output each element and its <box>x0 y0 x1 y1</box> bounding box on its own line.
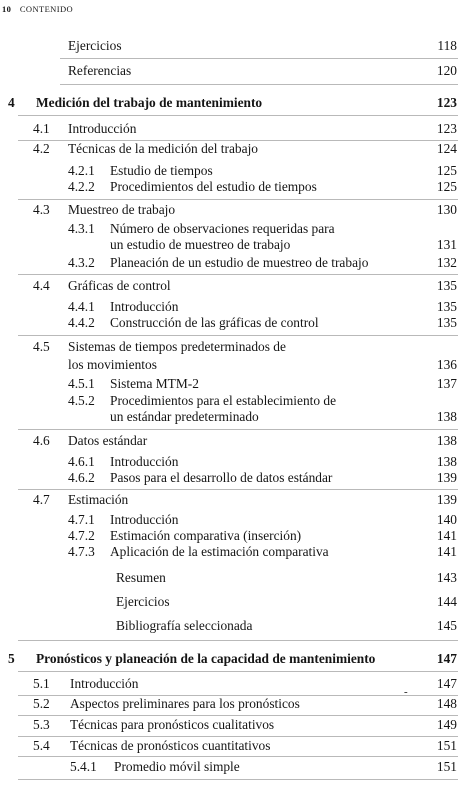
toc-title-line2: un estudio de muestreo de trabajo <box>110 237 291 252</box>
toc-title: Introducción <box>68 121 137 136</box>
toc-page: 147 <box>436 651 457 666</box>
toc-page: 140 <box>436 512 457 527</box>
toc-section-5-2 <box>0 695 469 713</box>
toc-subsection-4-7-3 <box>0 543 469 561</box>
toc-title: Referencias <box>68 63 132 78</box>
toc-entry-resumen <box>0 569 469 587</box>
header-page-number: 10 <box>2 4 12 14</box>
toc-number: 4.4.2 <box>68 315 95 330</box>
toc-page: 143 <box>436 570 457 585</box>
toc-number: 4.7.3 <box>68 544 95 559</box>
toc-title: Datos estándar <box>68 433 148 448</box>
toc-chapter-4 <box>0 94 469 112</box>
toc-page: 141 <box>436 544 457 559</box>
toc-title: Resumen <box>116 570 166 585</box>
toc-title: Número de observaciones requeridas para <box>110 221 335 236</box>
toc-section-4-1 <box>0 120 469 138</box>
toc-page: 138 <box>436 433 457 448</box>
toc-page: 145 <box>436 618 457 633</box>
toc-title: Aspectos preliminares para los pronósticos <box>70 696 300 711</box>
toc-number: 4 <box>8 95 15 110</box>
toc-page: 130 <box>436 202 457 217</box>
toc-subsection-4-6-2 <box>0 469 469 487</box>
toc-number: 4.3 <box>33 202 50 217</box>
divider <box>18 671 458 672</box>
toc-page: 118 <box>437 38 457 53</box>
toc-number: 5.2 <box>33 696 50 711</box>
toc-chapter-5 <box>0 650 469 668</box>
toc-section-5-1 <box>0 675 469 693</box>
divider <box>18 335 458 336</box>
toc-title: Sistemas de tiempos predeterminados de <box>68 339 286 354</box>
toc-section-5-4 <box>0 737 469 755</box>
toc-number: 4.2.2 <box>68 179 95 194</box>
toc-entry-ejercicios-2 <box>0 593 469 611</box>
toc-number: 4.5.1 <box>68 376 95 391</box>
toc-title: Estimación <box>68 492 129 507</box>
toc-subsection-4-4-2 <box>0 314 469 332</box>
toc-page: 148 <box>436 696 457 711</box>
toc-number: 4.3.1 <box>68 221 95 236</box>
toc-title-line2: un estándar predeterminado <box>110 409 259 424</box>
toc-title: Técnicas de la medición del trabajo <box>68 141 258 156</box>
toc-entry-ejercicios <box>0 37 469 55</box>
divider <box>18 756 458 757</box>
toc-page: 132 <box>436 255 457 270</box>
toc-title: Construcción de las gráficas de control <box>110 315 319 330</box>
divider <box>18 489 458 490</box>
toc-entry-bibliografia <box>0 617 469 635</box>
toc-section-4-3 <box>0 201 469 219</box>
toc-subsection-4-5-2-cont <box>0 408 469 426</box>
toc-section-4-2 <box>0 140 469 158</box>
toc-number: 5.4 <box>33 738 50 753</box>
toc-number: 4.7.1 <box>68 512 95 527</box>
toc-subsection-4-5-1 <box>0 375 469 393</box>
toc-title: Introducción <box>110 512 179 527</box>
toc-subsection-5-4-1 <box>0 758 469 776</box>
toc-page: 123 <box>436 95 457 110</box>
toc-title: Sistema MTM-2 <box>110 376 199 391</box>
toc-title: Introducción <box>70 676 139 691</box>
divider <box>60 84 458 85</box>
toc-section-4-5-cont <box>0 356 469 374</box>
toc-page: 147 <box>436 676 457 691</box>
toc-number: 5.3 <box>33 717 50 732</box>
toc-page: 131 <box>436 237 457 252</box>
toc-page: 125 <box>436 179 457 194</box>
toc-subsection-4-3-2 <box>0 254 469 272</box>
speck-mark: - <box>404 686 408 698</box>
toc-page: 138 <box>436 409 457 424</box>
toc-page: 151 <box>436 738 457 753</box>
toc-page: 141 <box>436 528 457 543</box>
toc-title: Bibliografía seleccionada <box>116 618 253 633</box>
toc-title: Estimación comparativa (inserción) <box>110 528 302 543</box>
toc-subsection-4-2-2 <box>0 178 469 196</box>
toc-number: 5 <box>8 651 15 666</box>
toc-section-4-4 <box>0 277 469 295</box>
toc-page: 120 <box>436 63 457 78</box>
toc-section-5-3 <box>0 716 469 734</box>
toc-title: Pronósticos y planeación de la capacidad de mantenimiento <box>36 651 376 666</box>
divider <box>18 115 458 116</box>
toc-section-4-7 <box>0 491 469 509</box>
toc-title: Estudio de tiempos <box>110 163 213 178</box>
toc-title: Promedio móvil simple <box>114 759 240 774</box>
toc-title: Planeación de un estudio de muestreo de trabajo <box>110 255 369 270</box>
toc-title: Ejercicios <box>68 38 122 53</box>
toc-number: 4.2 <box>33 141 50 156</box>
toc-number: 4.5.2 <box>68 393 95 408</box>
toc-number: 4.1 <box>33 121 50 136</box>
toc-page: 149 <box>436 717 457 732</box>
toc-title: Procedimientos para el establecimiento de <box>110 393 337 408</box>
toc-title: Técnicas de pronósticos cuantitativos <box>70 738 271 753</box>
toc-number: 4.3.2 <box>68 255 95 270</box>
toc-page: 139 <box>436 492 457 507</box>
toc-number: 4.6.1 <box>68 454 95 469</box>
toc-number: 4.4.1 <box>68 299 95 314</box>
toc-page: 139 <box>436 470 457 485</box>
toc-number: 4.7 <box>33 492 50 507</box>
toc-page: 137 <box>436 376 457 391</box>
toc-number: 4.6.2 <box>68 470 95 485</box>
toc-page: 135 <box>436 299 457 314</box>
toc-title: Ejercicios <box>116 594 170 609</box>
divider <box>18 779 458 780</box>
divider <box>18 429 458 430</box>
toc-entry-referencias <box>0 62 469 80</box>
toc-title: Pasos para el desarrollo de datos estándar <box>110 470 333 485</box>
toc-subsection-4-3-1-cont <box>0 236 469 254</box>
toc-title: Aplicación de la estimación comparativa <box>110 544 329 559</box>
toc-page: 135 <box>436 315 457 330</box>
toc-title: Procedimientos del estudio de tiempos <box>110 179 317 194</box>
toc-title: Medición del trabajo de mantenimiento <box>36 95 263 110</box>
toc-page: 125 <box>436 163 457 178</box>
toc-number: 4.4 <box>33 278 50 293</box>
toc-title-line2: los movimientos <box>68 357 157 372</box>
toc-title: Muestreo de trabajo <box>68 202 176 217</box>
toc-page: 144 <box>436 594 457 609</box>
toc-section-4-6 <box>0 432 469 450</box>
toc-page: 151 <box>436 759 457 774</box>
header-title: CONTENIDO <box>19 4 74 14</box>
toc-page: 138 <box>436 454 457 469</box>
toc-title: Técnicas para pronósticos cualitativos <box>70 717 275 732</box>
divider <box>18 640 458 641</box>
toc-number: 5.4.1 <box>70 759 97 774</box>
toc-number: 4.7.2 <box>68 528 95 543</box>
toc-number: 4.6 <box>33 433 50 448</box>
toc-page: 123 <box>436 121 457 136</box>
divider <box>18 199 458 200</box>
toc-page: 124 <box>436 141 457 156</box>
toc-page: 136 <box>436 357 457 372</box>
toc-title: Introducción <box>110 454 179 469</box>
toc-number: 4.2.1 <box>68 163 95 178</box>
divider <box>60 58 458 59</box>
toc-title: Introducción <box>110 299 179 314</box>
running-header <box>2 4 73 14</box>
toc-number: 5.1 <box>33 676 50 691</box>
toc-page: 135 <box>436 278 457 293</box>
divider <box>18 274 458 275</box>
toc-section-4-5 <box>0 338 469 356</box>
toc-title: Gráficas de control <box>68 278 171 293</box>
toc-number: 4.5 <box>33 339 50 354</box>
